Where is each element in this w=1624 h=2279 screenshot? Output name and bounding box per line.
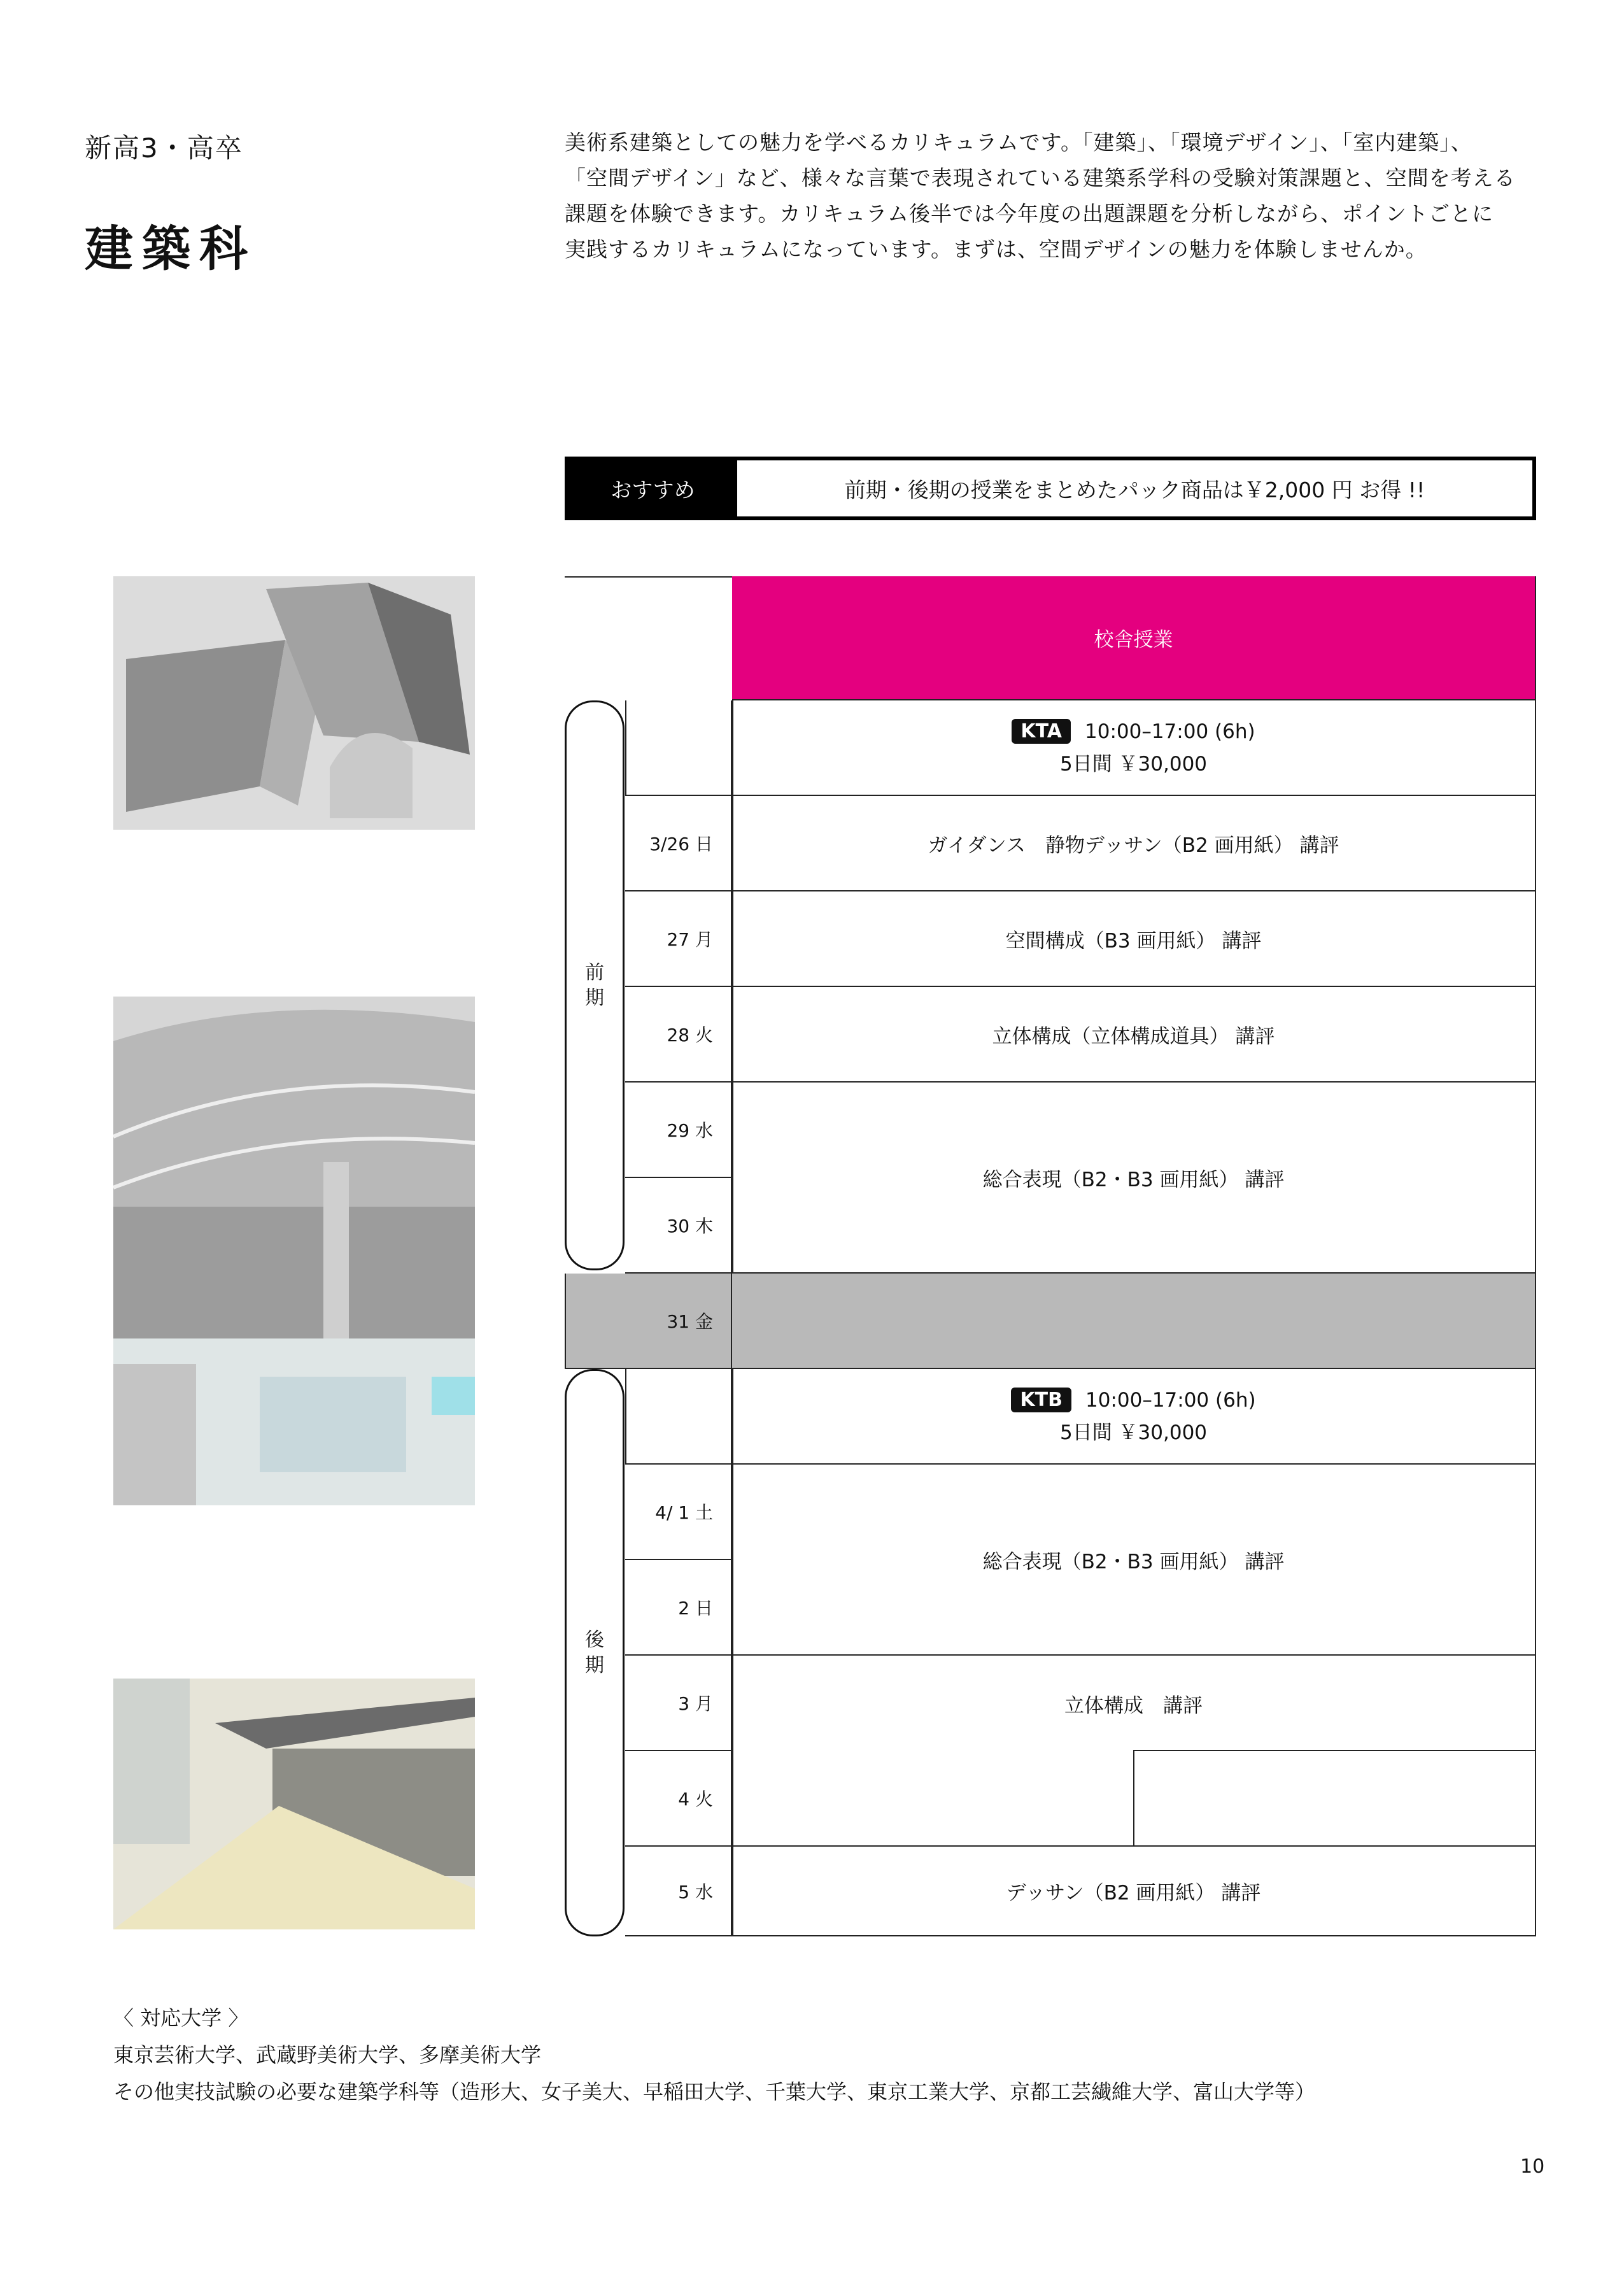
step-line (1133, 1750, 1134, 1847)
break-day-cell: 31 金 (565, 1274, 732, 1369)
course-time: 10:00–17:00 (6h) (1085, 1388, 1256, 1412)
page-number: 10 (1520, 2155, 1545, 2178)
date-cell: 27 月 (625, 891, 732, 987)
promo-label: おすすめ (568, 460, 737, 516)
date-cell-empty (625, 700, 732, 796)
grade-label: 新高3・高卒 (85, 132, 243, 164)
universities-others: その他実技試験の必要な建築学科等（造形大、女子美大、早稲田大学、千葉大学、東京工業大学、京都工芸繊維大学、富山大学等） (113, 2080, 1316, 2104)
schedule-table (565, 576, 1536, 1936)
class-cell: 立体構成（立体構成道具） 講評 (732, 987, 1536, 1083)
universities-main: 東京芸術大学、武蔵野美術大学、多摩美術大学 (113, 2043, 542, 2067)
date-cell: 2 日 (625, 1560, 732, 1656)
intro-line: 美術系建築としての魅力を学べるカリキュラムです。「建築」、「環境デザイン」、「室内建築」、 (565, 130, 1472, 155)
date-cell: 29 水 (625, 1083, 732, 1178)
course-info-kta (732, 700, 1536, 796)
intro-line: 「空間デザイン」など、様々な言葉で表現されている建築系学科の受験対策課題と、空間を考える (565, 166, 1516, 190)
course-badge: KTA (1012, 719, 1071, 744)
course-price: 5日間 ￥30,000 (1059, 753, 1208, 776)
date-cell: 4 火 (625, 1751, 732, 1847)
promo-text: 前期・後期の授業をまとめたパック商品は￥2,000 円 お得 !! (844, 477, 1425, 502)
date-cell-empty (625, 1369, 732, 1465)
term-label-text: 後期 (585, 1628, 604, 1677)
header-school-class: 校舎授業 (732, 576, 1536, 700)
intro-text (565, 125, 1539, 267)
promo-banner (565, 457, 1536, 520)
date-cell: 30 木 (625, 1178, 732, 1274)
class-cell: 総合表現（B2・B3 画用紙） 講評 (732, 1083, 1536, 1274)
universities-section (113, 1999, 1315, 2110)
artwork-image-geometric-drawing (113, 576, 475, 830)
date-cell: 4/ 1 土 (625, 1465, 732, 1560)
class-cell: ガイダンス 静物デッサン（B2 画用紙） 講評 (732, 796, 1536, 891)
universities-heading: 〈 対応大学 〉 (113, 2006, 249, 2030)
class-cell: 総合表現（B2・B3 画用紙） 講評 (732, 1465, 1536, 1656)
row-line (732, 1845, 1536, 1847)
intro-line: 課題を体験できます。カリキュラム後半では今年度の出題課題を分析しながら、ポイントごとに (565, 201, 1494, 226)
intro-line: 実践するカリキュラムになっています。まずは、空間デザインの魅力を体験しませんか。 (565, 237, 1427, 262)
course-time: 10:00–17:00 (6h) (1085, 720, 1255, 743)
class-cell: 空間構成（B3 画用紙） 講評 (732, 891, 1536, 987)
break-day-blank (732, 1274, 1536, 1369)
step-line (1133, 1750, 1536, 1751)
course-info-ktb (732, 1369, 1536, 1465)
class-cell: デッサン（B2 画用紙） 講評 (732, 1847, 1536, 1936)
term-label-text: 前期 (585, 961, 604, 1009)
page-title: 建築科 (85, 220, 257, 277)
artwork-image-watercolor-interior (113, 1338, 475, 1505)
class-cell: 立体構成 講評 (732, 1656, 1536, 1751)
term-label-second (565, 1369, 625, 1936)
course-badge: KTB (1011, 1388, 1071, 1412)
artwork-image-building-drawing (113, 1679, 475, 1929)
course-price: 5日間 ￥30,000 (1059, 1421, 1208, 1444)
date-cell: 28 火 (625, 987, 732, 1083)
date-cell: 5 水 (625, 1847, 732, 1936)
date-cell: 3/26 日 (625, 796, 732, 891)
date-cell: 3 月 (625, 1656, 732, 1751)
artwork-image-interior-drawing (113, 997, 475, 1338)
term-label-first (565, 700, 625, 1270)
